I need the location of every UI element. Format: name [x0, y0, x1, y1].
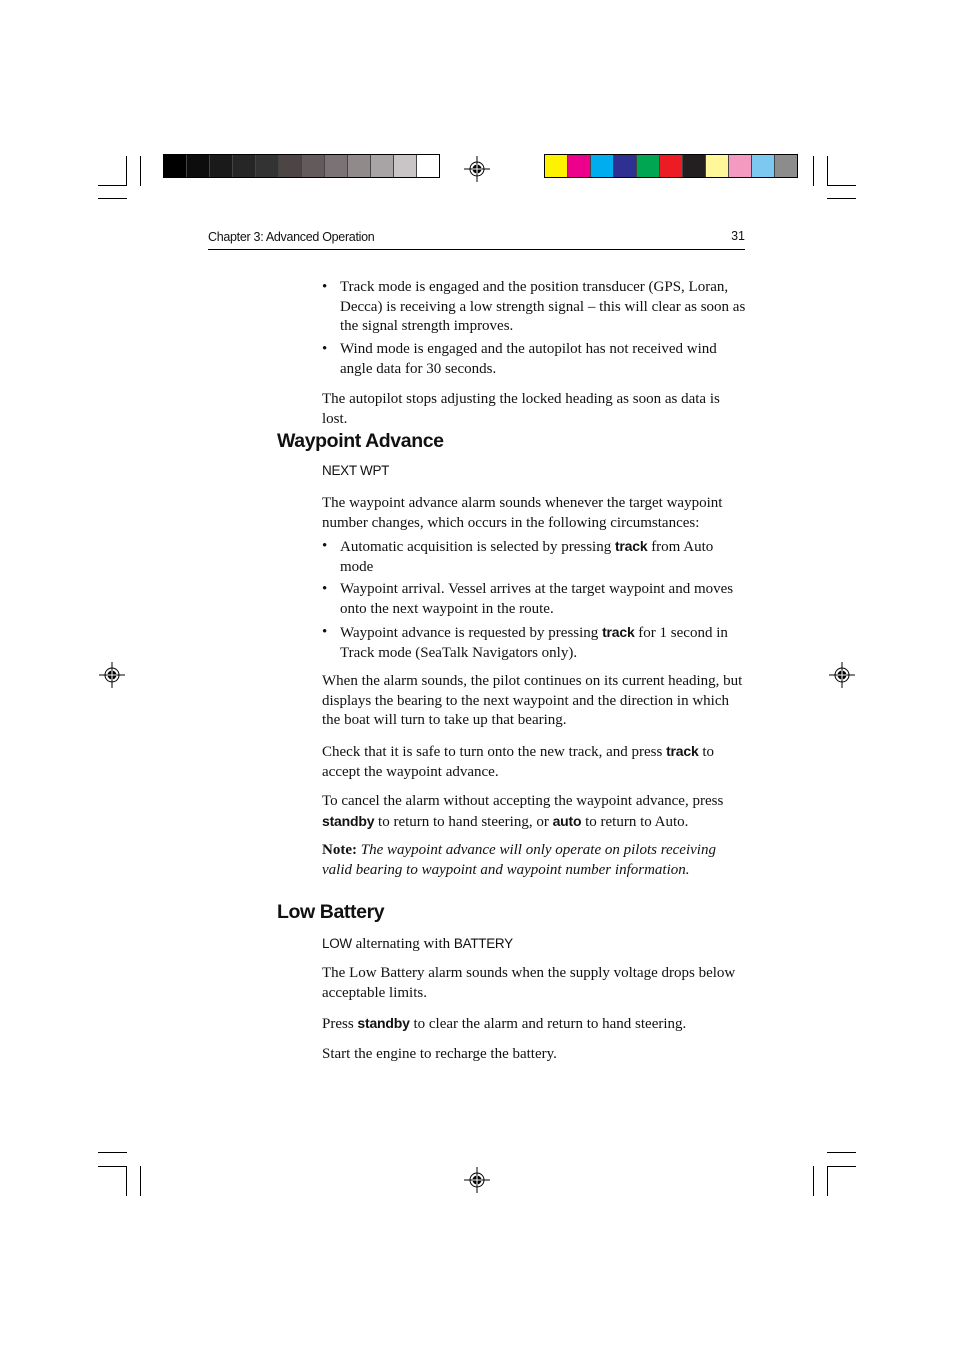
registration-target-icon: [464, 156, 490, 182]
crop-mark: [827, 1166, 828, 1196]
color-swatch: [591, 155, 614, 177]
registration-target-icon: [99, 662, 125, 688]
color-swatch: [775, 155, 797, 177]
text-run: Automatic acquisition is selected by pressing: [340, 539, 612, 555]
color-swatch: [348, 155, 371, 177]
paragraph: [322, 1014, 747, 1035]
color-swatch: [683, 155, 706, 177]
paragraph: Start the engine to recharge the battery.: [322, 1046, 557, 1062]
color-swatch: [660, 155, 683, 177]
crop-mark: [827, 185, 856, 186]
display-word: BATTERY: [453, 936, 513, 951]
crop-mark: [98, 1152, 127, 1153]
paragraph: The Low Battery alarm sounds when the supply voltage drops below acceptable limits.: [322, 965, 736, 1001]
text-run: to clear the alarm and return to hand steering.: [413, 1016, 687, 1032]
key-name: standby: [322, 812, 375, 829]
list-item: [322, 580, 747, 620]
paragraph: [322, 792, 747, 832]
color-swatch: [752, 155, 775, 177]
note: [322, 841, 747, 880]
crop-mark: [813, 156, 814, 186]
crop-mark: [98, 185, 127, 186]
key-name: track: [666, 743, 699, 759]
text-run: To cancel the alarm without accepting the waypoint advance, press: [322, 793, 724, 809]
crop-mark: [827, 198, 856, 199]
color-swatch: [706, 155, 729, 177]
section-heading: Low Battery: [277, 901, 385, 923]
display-text: NEXT WPT: [322, 463, 390, 478]
color-swatch: [256, 155, 279, 177]
paragraph: The autopilot stops adjusting the locked heading as soon as data is lost.: [322, 391, 720, 427]
key-name: track: [602, 624, 635, 640]
running-header: [208, 229, 745, 250]
paragraph: When the alarm sounds, the pilot continues on its current heading, but displays the bearing to the next waypoint and the direction in which the boat will turn to take up that bearing.: [322, 673, 743, 728]
text-run: for 1 second in Track mode (SeaTalk Navigators only).: [340, 625, 728, 661]
bullet-icon: •: [322, 538, 328, 554]
process-color-bar: [544, 154, 798, 178]
color-swatch: [233, 155, 256, 177]
paragraph: [322, 742, 747, 782]
text-run: to return to hand steering, or: [378, 813, 549, 830]
list-item-text: [340, 537, 746, 577]
crop-mark: [98, 198, 127, 199]
key-name: track: [614, 538, 648, 554]
section-heading: Waypoint Advance: [277, 430, 444, 452]
text-run: Check that it is safe to turn onto the new track, and press: [322, 744, 663, 760]
crop-mark: [98, 1166, 127, 1167]
note-label: Note:: [322, 842, 357, 858]
color-swatch: [637, 155, 660, 177]
registration-target-icon: [464, 1167, 490, 1193]
crop-mark: [126, 1166, 127, 1196]
text-run: Press: [322, 1016, 354, 1032]
crop-mark: [827, 156, 828, 186]
text-run: to accept the waypoint advance.: [322, 744, 714, 780]
color-swatch: [545, 155, 568, 177]
text-run: to return to Auto.: [585, 813, 689, 830]
text-run: Waypoint advance is requested by pressing: [340, 625, 599, 641]
crop-mark: [140, 156, 141, 186]
crop-mark: [827, 1152, 856, 1153]
crop-mark: [813, 1166, 814, 1196]
list-item: [322, 340, 747, 380]
greyscale-color-bar: [163, 154, 440, 178]
color-swatch: [568, 155, 591, 177]
list-item: [322, 537, 747, 577]
bullet-icon: •: [322, 624, 328, 640]
registration-target-icon: [829, 662, 855, 688]
bullet-icon: •: [322, 341, 328, 357]
list-item-text: Waypoint arrival. Vessel arrives at the target waypoint and moves onto the next waypoint in the route.: [340, 581, 734, 617]
crop-mark: [827, 1166, 856, 1167]
list-item-text: Wind mode is engaged and the autopilot has not received wind angle data for 30 seconds.: [340, 341, 717, 377]
color-swatch: [729, 155, 752, 177]
key-name: standby: [357, 1015, 410, 1031]
color-swatch: [210, 155, 233, 177]
list-item: [322, 623, 747, 663]
display-word: LOW: [322, 936, 352, 951]
chapter-title: Chapter 3: Advanced Operation: [208, 230, 375, 244]
list-item-text: Track mode is engaged and the position transducer (GPS, Loran, Decca) is receiving a low strength signal – this will clear as soon as the signal strength improves.: [340, 279, 746, 334]
page-number: 31: [731, 229, 745, 243]
color-swatch: [417, 155, 439, 177]
color-swatch: [371, 155, 394, 177]
note-text: The waypoint advance will only operate on pilots receiving valid bearing to waypoint and waypoint number information.: [322, 842, 716, 878]
list-item-text: [340, 623, 746, 663]
key-name: auto: [552, 812, 582, 829]
color-swatch: [187, 155, 210, 177]
color-swatch: [279, 155, 302, 177]
paragraph: The waypoint advance alarm sounds whenever the target waypoint number changes, which occurs in the following circumstances:: [322, 495, 723, 531]
display-text: [322, 934, 747, 955]
text-run: from Auto mode: [340, 539, 714, 575]
text-run: alternating with: [355, 936, 451, 952]
bullet-icon: •: [322, 581, 328, 597]
list-item: [322, 278, 747, 338]
crop-mark: [126, 156, 127, 186]
bullet-icon: •: [322, 279, 328, 295]
color-swatch: [394, 155, 417, 177]
crop-mark: [140, 1166, 141, 1196]
color-swatch: [164, 155, 187, 177]
color-swatch: [614, 155, 637, 177]
color-swatch: [325, 155, 348, 177]
color-swatch: [302, 155, 325, 177]
